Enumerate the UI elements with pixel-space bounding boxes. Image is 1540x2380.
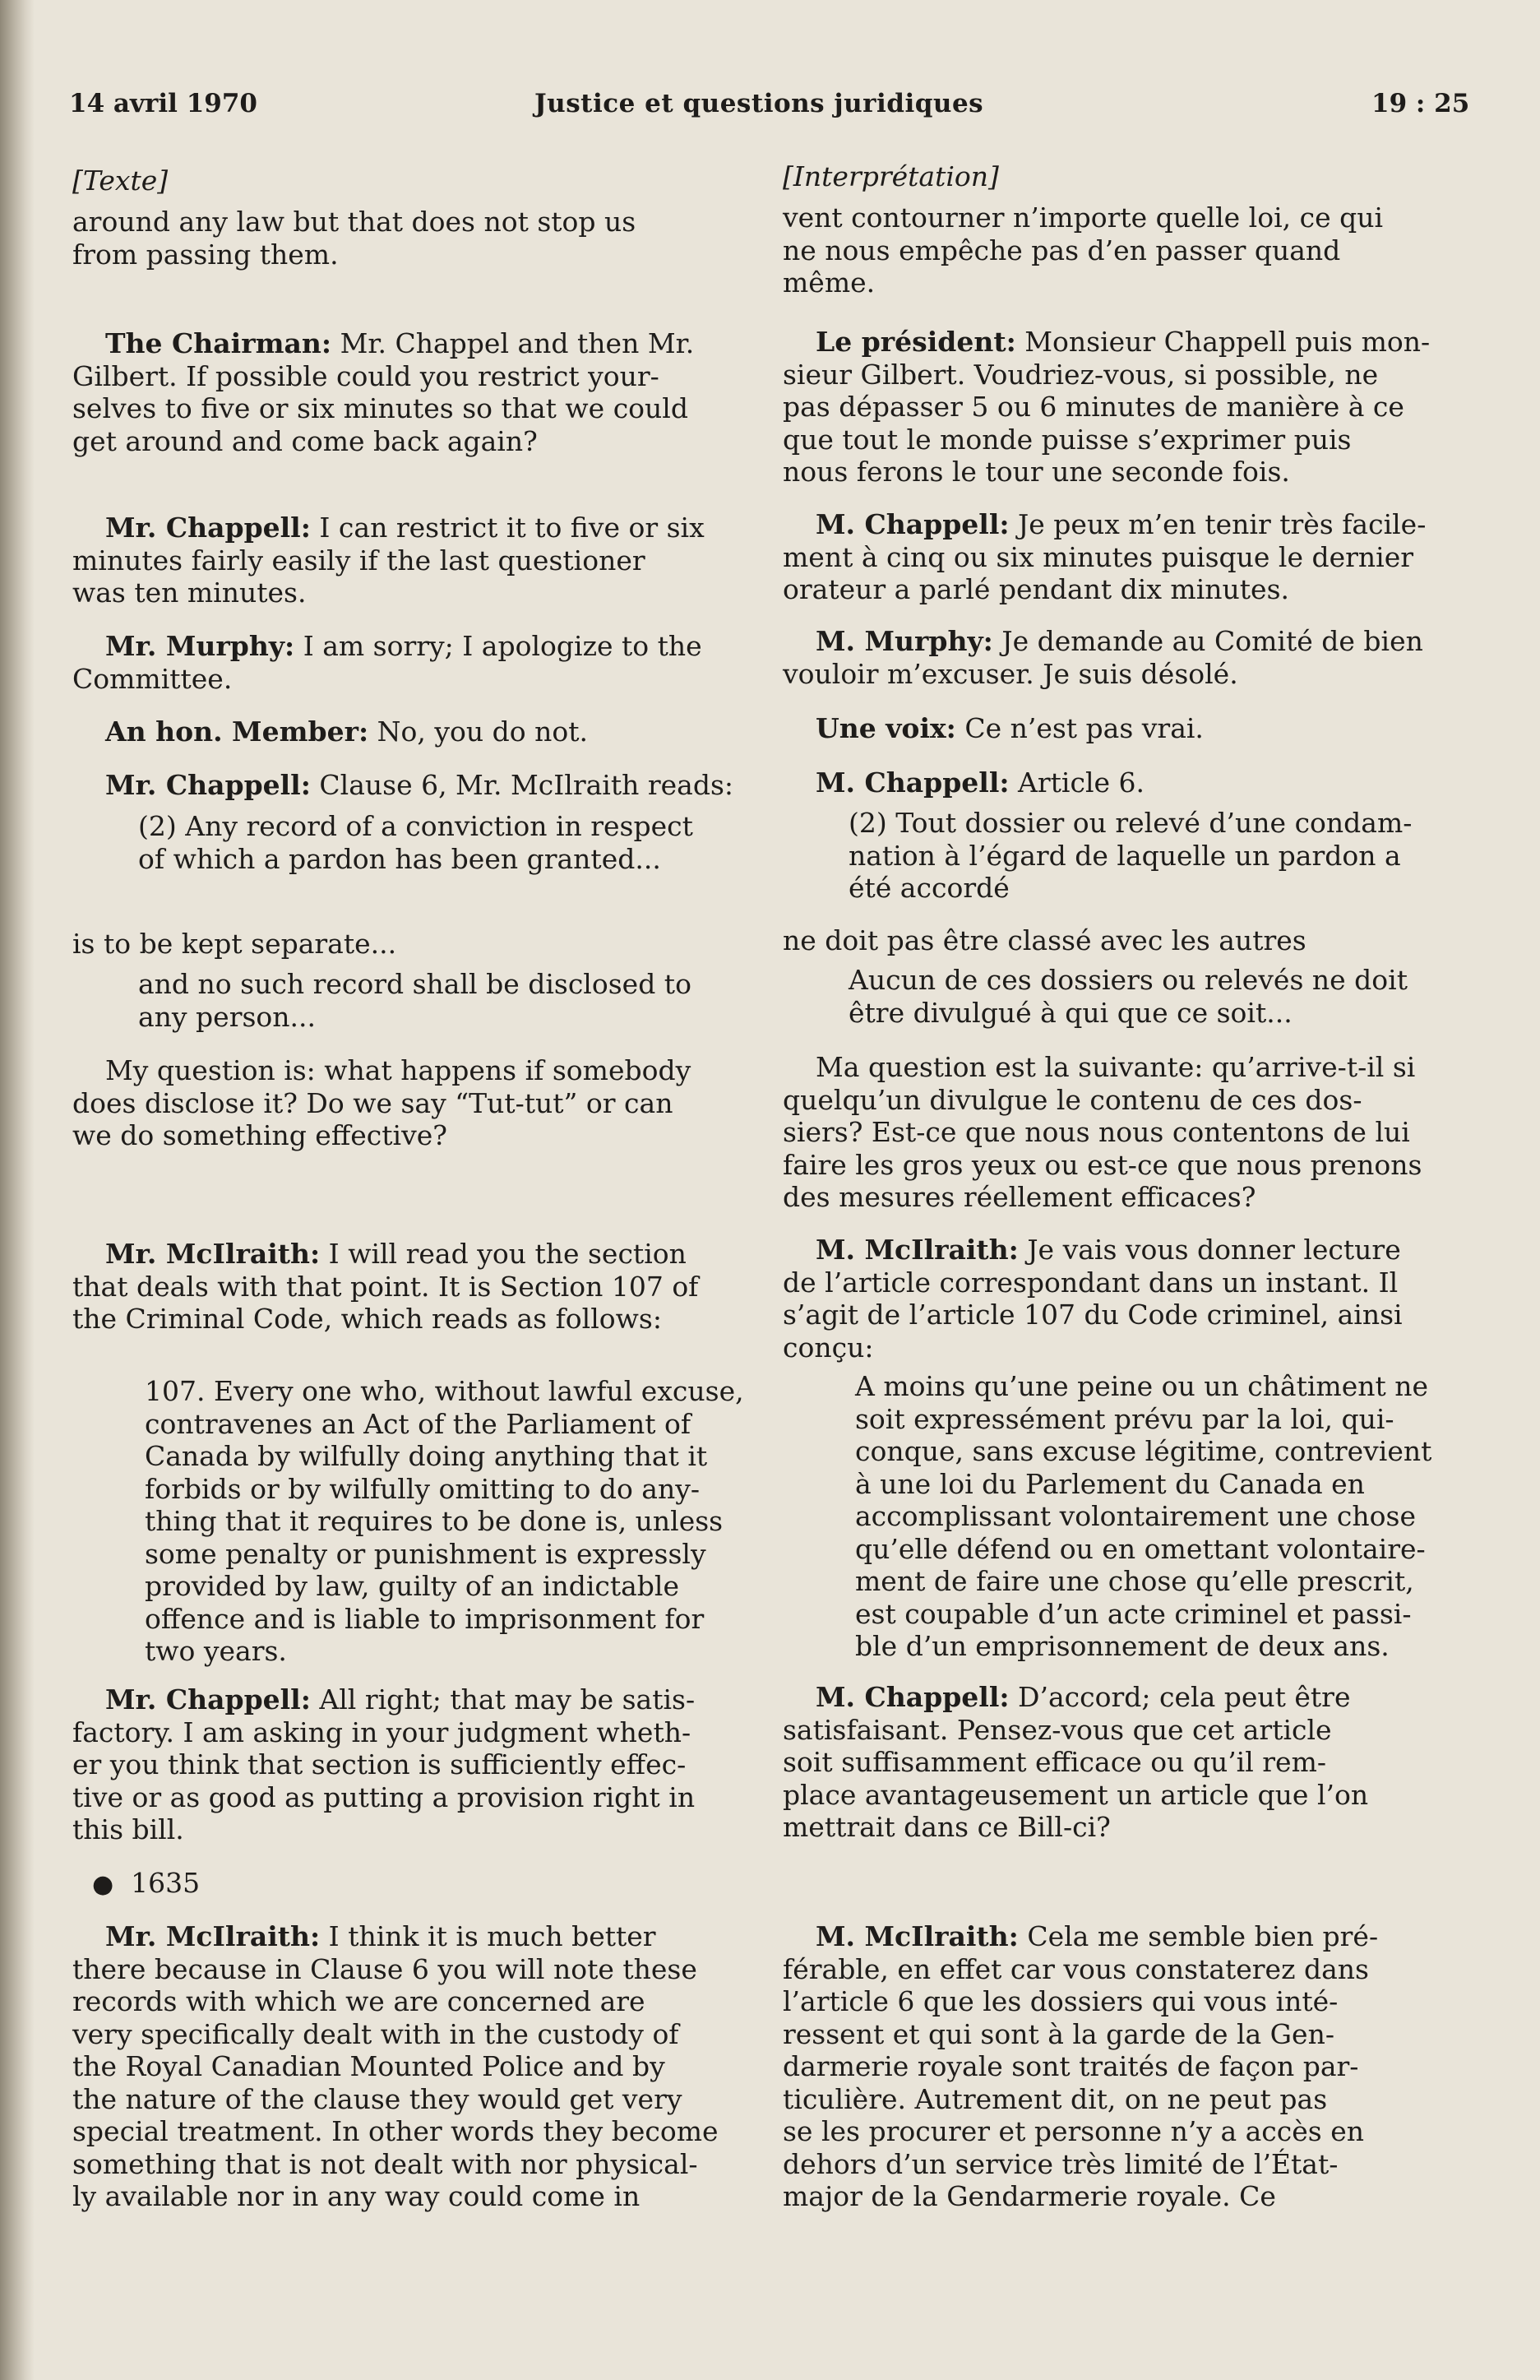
en-speaker-murphy: Mr. Murphy:: [105, 630, 295, 662]
fr-speaker-mcilraith-2: M. McIlraith:: [816, 1920, 1019, 1952]
english-column: [72, 0, 771, 2380]
fr-speaker-voix: Une voix:: [816, 712, 956, 744]
en-paragraph-chappell-3: [72, 1683, 768, 1846]
en-paragraph-mcilraith-2: [72, 1920, 768, 2213]
fr-text-chappell-1: Je peux m’en tenir très facile- ment à cinq ou six minutes puisque le dernier orateur a parlé pendant dix minutes.: [783, 508, 1427, 605]
en-quote-record: (2) Any record of a conviction in respect of which a pardon has been granted...: [138, 810, 693, 875]
fr-paragraph-classe: ne doit pas être classé avec les autres: [783, 924, 1306, 956]
en-paragraph-member: [72, 715, 768, 748]
fr-paragraph-chappell-3: [783, 1681, 1478, 1844]
en-text-mcilraith-1: I will read you the section that deals with that point. It is Section 107 of the Criminal Code, which reads as follows:: [72, 1238, 699, 1335]
fr-paragraph-mcilraith-1: [783, 1234, 1478, 1364]
fr-text-murphy: Je demande au Comité de bien vouloir m’excuser. Je suis désolé.: [783, 625, 1423, 690]
fr-paragraph-mcilraith-2: [783, 1920, 1478, 2213]
header-date: 14 avril 1970: [69, 89, 257, 118]
fr-text-president: Monsieur Chappell puis mon- sieur Gilbert. Voudriez-vous, si possible, ne pas dépasser 5 ou 6 minutes de manière à ce que tout le monde puisse s’exprimer puis nous ferons le tour une seconde fois.: [783, 326, 1431, 488]
en-speaker-chappell-3: Mr. Chappell:: [105, 1683, 311, 1716]
en-quote-section-107: 107. Every one who, without lawful excuse, contravenes an Act of the Parliament of Canada by wilfully doing anything that it forbids or by wilfully omitting to do any- thing that it requires to be done is, unless some penalty or punishment is expressly provided by law, guilty of an indictable offence and is liable to imprisonment for two years.: [145, 1375, 744, 1667]
fr-text-mcilraith-1: Je vais vous donner lecture de l’article correspondant dans un instant. Il s’agit de l’article 107 du Code criminel, ainsi conçu:: [783, 1234, 1403, 1364]
en-paragraph-mcilraith-1: [72, 1238, 768, 1336]
en-speaker-mcilraith-1: Mr. McIlraith:: [105, 1238, 321, 1270]
fr-quote-divulgue: Aucun de ces dossiers ou relevés ne doit être divulgué à qui que ce soit...: [849, 964, 1408, 1029]
fr-paragraph-chappell-1: [783, 508, 1478, 606]
fr-paragraph-question: Ma question est la suivante: qu’arrive-t-il si quelqu’un divulgue le contenu de ces dos- siers? Est-ce que nous nous contentons de lui faire les gros yeux ou est-ce que nous prenons des mesures réellement efficaces?: [783, 1051, 1422, 1213]
en-paragraph-chappell-2: [72, 769, 768, 802]
en-time-marker: [92, 1867, 421, 1901]
en-paragraph-chappell-1: [72, 512, 768, 609]
en-paragraph-chairman: [72, 327, 768, 457]
fr-speaker-chappell-3: M. Chappell:: [816, 1681, 1010, 1713]
book-spine-shadow: [0, 0, 35, 2380]
fr-quote-article-107: A moins qu’une peine ou un châtiment ne soit expressément prévu par la loi, qui- conque, sans excuse légitime, contrevient à une loi du Parlement du Canada en accomplissant volontairement une chose qu’elle défend ou en omettant volontaire- ment de faire une chose qu’elle prescrit, est coupable d’un acte criminel et passi- ble d’un emprisonnement de deux ans.: [855, 1370, 1432, 1662]
fr-speaker-mcilraith-1: M. McIlraith:: [816, 1234, 1019, 1266]
french-language-label: [Interprétation]: [783, 160, 999, 192]
fr-paragraph-1: vent contourner n’importe quelle loi, ce qui ne nous empêche pas d’en passer quand même.: [783, 201, 1384, 299]
fr-paragraph-president: [783, 326, 1478, 489]
fr-text-chappell-3: D’accord; cela peut être satisfaisant. Pensez-vous que cet article soit suffisamment efficace ou qu’il rem- place avantageusement un article que l’on mettrait dans ce Bill-ci?: [783, 1681, 1369, 1843]
en-text-chappell-3: All right; that may be satis- factory. I am asking in your judgment wheth- er you think that section is sufficiently effec- tive or as good as putting a provision right in this bill.: [72, 1683, 696, 1845]
en-speaker-mcilraith-2: Mr. McIlraith:: [105, 1920, 321, 1952]
en-time-value: 1635: [131, 1867, 201, 1899]
fr-speaker-president: Le président:: [816, 326, 1016, 358]
en-text-murphy: I am sorry; I apologize to the Committee.: [72, 630, 702, 695]
french-column: [783, 0, 1482, 2380]
header-title: Justice et questions juridiques: [534, 89, 984, 118]
en-text-member: No, you do not.: [368, 715, 588, 748]
fr-paragraph-chappell-2: [783, 766, 1478, 799]
en-speaker-chappell-1: Mr. Chappell:: [105, 512, 311, 544]
en-text-mcilraith-2: I think it is much better there because in Clause 6 you will note these records with which we are concerned are very specifically dealt with in the custody of the Royal Canadian Mounted Police and by the nature of the clause they would get very special treatment. In other words they become something that is not dealt with nor physical- ly available nor in any way could come in: [72, 1920, 719, 2212]
english-language-label: [Texte]: [72, 164, 169, 197]
en-speaker-member: An hon. Member:: [105, 715, 369, 748]
fr-text-chappell-2: Article 6.: [1009, 766, 1145, 799]
fr-text-mcilraith-2: Cela me semble bien pré- férable, en effet car vous constaterez dans l’article 6 que les dossiers qui vous inté- ressent et qui sont à la garde de la Gen- darmerie royale sont traités de façon par- ticulière. Autrement dit, on ne peut pas se les procurer et personne n’y a accès en dehors d’un service très limité de l’État- major de la Gendarmerie royale. Ce: [783, 1920, 1379, 2212]
fr-speaker-murphy: M. Murphy:: [816, 625, 993, 657]
en-text-chappell-2: Clause 6, Mr. McIlraith reads:: [310, 769, 734, 801]
fr-speaker-chappell-1: M. Chappell:: [816, 508, 1010, 540]
header-page-number: 19 : 25: [1371, 89, 1470, 118]
en-paragraph-1: around any law but that does not stop us from passing them.: [72, 206, 636, 271]
en-speaker-chairman: The Chairman:: [105, 327, 332, 359]
time-bullet-icon: ●: [92, 1870, 114, 1899]
en-paragraph-question: My question is: what happens if somebody does disclose it? Do we say “Tut-tut” or can we do something effective?: [72, 1054, 691, 1151]
en-paragraph-kept-separate: is to be kept separate...: [72, 928, 397, 960]
en-paragraph-murphy: [72, 630, 768, 695]
en-quote-disclosed: and no such record shall be disclosed to any person...: [138, 968, 691, 1033]
fr-speaker-chappell-2: M. Chappell:: [816, 766, 1010, 799]
en-text-chairman: Mr. Chappel and then Mr. Gilbert. If possible could you restrict your- selves to five or six minutes so that we could get around and come back again?: [72, 327, 695, 457]
en-speaker-chappell-2: Mr. Chappell:: [105, 769, 311, 801]
fr-text-voix: Ce n’est pas vrai.: [955, 712, 1204, 744]
fr-paragraph-murphy: [783, 625, 1478, 690]
fr-quote-dossier: (2) Tout dossier ou relevé d’une condam- nation à l’égard de laquelle un pardon a été accordé: [849, 807, 1413, 904]
fr-paragraph-voix: [783, 712, 1478, 745]
en-text-chappell-1: I can restrict it to five or six minutes fairly easily if the last questioner was ten minutes.: [72, 512, 705, 609]
